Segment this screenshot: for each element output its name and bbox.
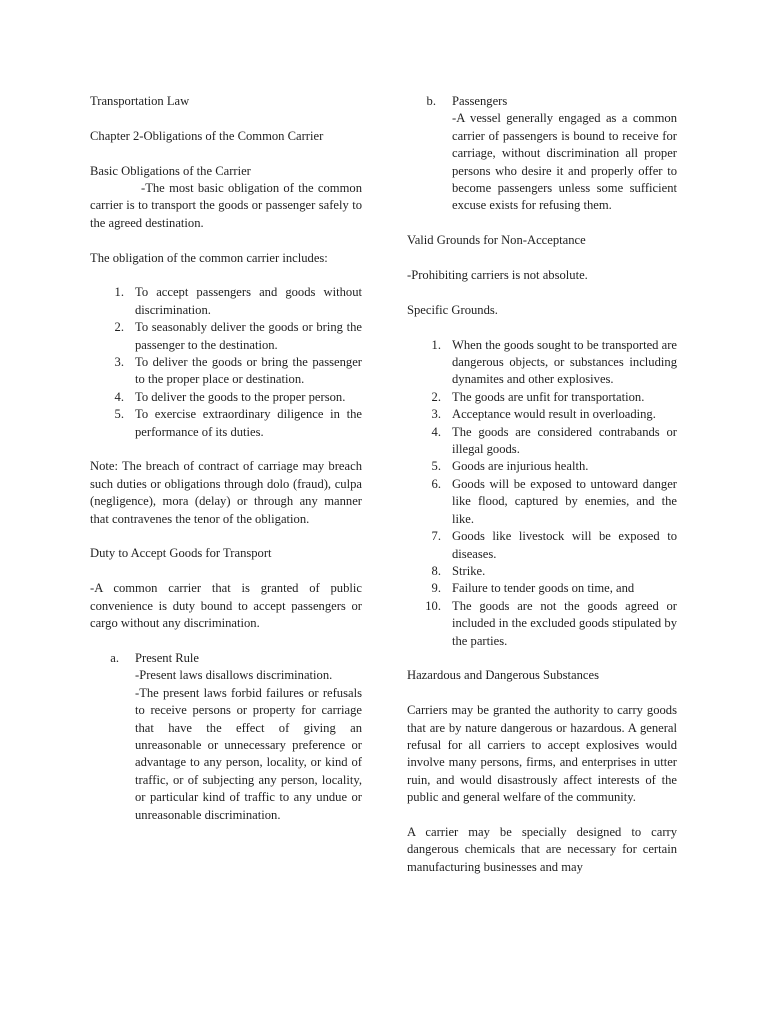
list-item: 4. The goods are considered contrabands or illegal goods. bbox=[431, 424, 677, 457]
list-item: 10. The goods are not the goods agreed or included in the excluded goods stipulated by the parties. bbox=[425, 598, 677, 648]
list-item: 1. When the goods sought to be transported are dangerous objects, or substances including dynamites and other explosives. bbox=[431, 337, 677, 387]
document-title: Transportation Law bbox=[90, 94, 190, 108]
list-item: 2. To seasonably deliver the goods or bring the passenger to the destination. bbox=[114, 320, 362, 352]
chapter-title: Chapter 2-Obligations of the Common Carrier bbox=[90, 128, 324, 143]
valid-grounds-heading: Valid Grounds for Non-Acceptance bbox=[407, 233, 586, 248]
passengers-sub-list bbox=[407, 93, 677, 215]
duty-sub-list bbox=[90, 650, 362, 824]
sub-item-line: -Present laws disallows discrimination. bbox=[135, 668, 333, 683]
duty-text: -A common carrier that is granted of public convenience is duty bound to accept passengers or cargo without any discrimination. bbox=[90, 581, 362, 631]
right-column bbox=[407, 93, 677, 876]
sub-item-title: Passengers bbox=[452, 94, 508, 108]
duty-heading: Duty to Accept Goods for Transport bbox=[90, 546, 272, 561]
list-item: 9. Failure to tender goods on time, and bbox=[431, 581, 635, 596]
specific-grounds-heading: Specific Grounds. bbox=[407, 302, 498, 317]
list-item: 3. To deliver the goods or bring the passenger to the proper place or destination. bbox=[114, 355, 362, 387]
list-item: 3. Acceptance would result in overloading. bbox=[431, 407, 656, 422]
obligation-intro: The obligation of the common carrier includes: bbox=[90, 250, 328, 265]
obligations-list bbox=[90, 284, 362, 441]
list-item: a. Present Rule -Present laws disallows discrimination. -The present laws forbid failures or refusals to receive persons or property for carriage that have the effect of giving an unreasonable or unnecessary preference or advantage to any person, locality, or kind of traffic, or of subjecting any person, locality, or particular kind of traffic to any undue or unreasonable discrimination. bbox=[90, 650, 362, 824]
list-item: 1. To accept passengers and goods without discrimination. bbox=[114, 285, 362, 317]
basic-obligations-text: -The most basic obligation of the common carrier is to transport the goods or passenger safely to the agreed destination. bbox=[90, 181, 362, 230]
sub-item-line: -A vessel generally engaged as a common carrier of passengers is bound to receive for carriage, without discrimination all proper persons who desire it and properly offer to become passengers unless some sufficient excuse exists for refusing them. bbox=[452, 111, 677, 213]
list-item: 6. Goods will be exposed to untoward danger like flood, captured by enemies, and the like. bbox=[431, 476, 677, 526]
left-column bbox=[90, 93, 362, 824]
list-item: 2. The goods are unfit for transportation. bbox=[431, 389, 645, 404]
hazard-heading: Hazardous and Dangerous Substances bbox=[407, 668, 599, 683]
sub-item-title: Present Rule bbox=[135, 650, 200, 665]
valid-grounds-text: -Prohibiting carriers is not absolute. bbox=[407, 268, 588, 283]
hazard-paragraph-2: A carrier may be specially designed to carry dangerous chemicals that are necessary for certain manufacturing businesses and may bbox=[407, 824, 677, 874]
list-item: 5. To exercise extraordinary diligence in the performance of its duties. bbox=[114, 407, 362, 439]
list-item: b. Passengers -A vessel generally engaged as a common carrier of passengers is bound to receive for carriage, without discrimination all proper persons who desire it and properly offer to become passengers unless some sufficient excuse exists for refusing them. bbox=[407, 93, 677, 215]
list-item: 5. Goods are injurious health. bbox=[431, 459, 589, 474]
list-item: 8. Strike. bbox=[431, 563, 486, 578]
list-item: 7. Goods like livestock will be exposed to diseases. bbox=[431, 529, 677, 561]
list-item: 4. To deliver the goods to the proper person. bbox=[114, 389, 346, 404]
basic-obligations-heading: Basic Obligations of the Carrier bbox=[90, 163, 251, 178]
grounds-list bbox=[407, 337, 677, 650]
hazard-paragraph-1: Carriers may be granted the authority to carry goods that are by nature dangerous or hazardous. A general refusal for all carriers to accept explosives would involve many persons, firms, and enterprises in utter ruin, and would disastrously affect interests of the public and general welfare of the community. bbox=[407, 703, 677, 805]
sub-item-line: -The present laws forbid failures or refusals to receive persons or property for carriage that have the effect of giving an unreasonable or unnecessary preference or advantage to any person, locality, or kind of traffic, or of subjecting any person, locality, or particular kind of traffic to any undue or unreasonable discrimination. bbox=[135, 685, 362, 822]
note-paragraph: Note: The breach of contract of carriage may breach such duties or obligations through dolo (fraud), culpa (negligence), mora (delay) or through any manner that contravenes the tenor of the obligation. bbox=[90, 459, 362, 526]
